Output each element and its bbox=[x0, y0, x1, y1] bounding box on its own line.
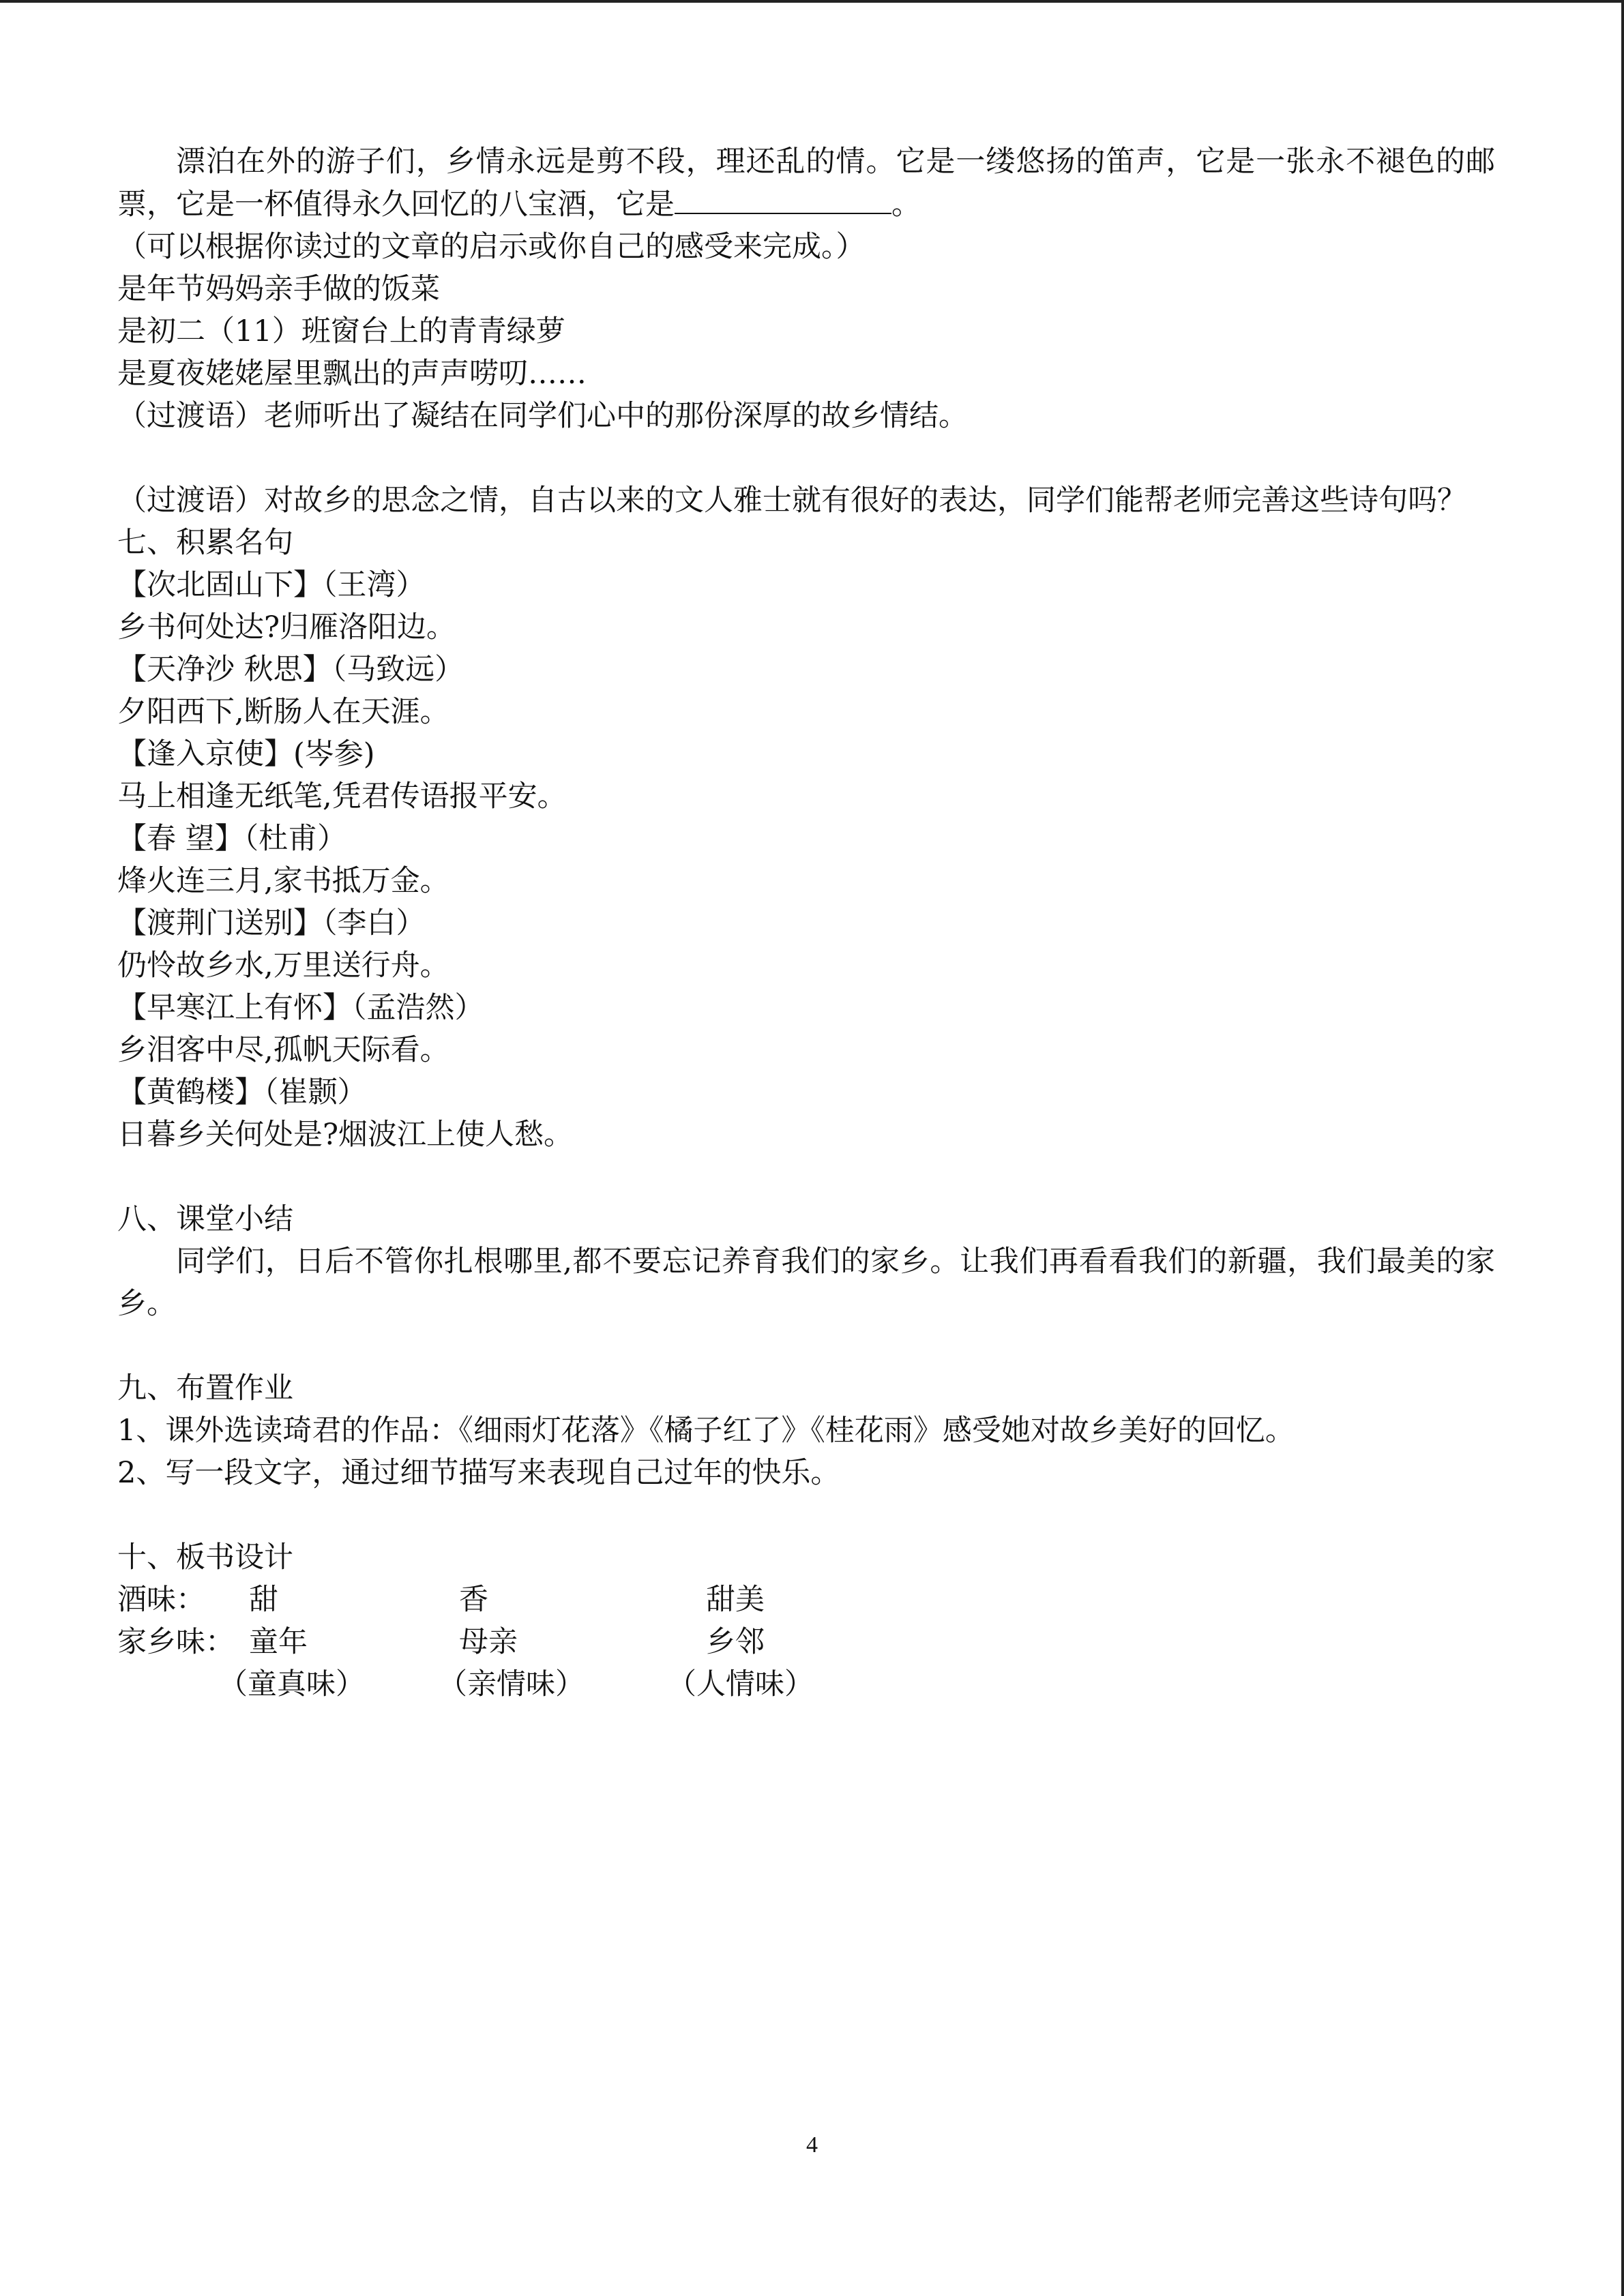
poem-line: 烽火连三月,家书抵万金。 bbox=[117, 864, 449, 898]
right-border bbox=[1621, 0, 1624, 2296]
section-heading: 十、板书设计 bbox=[117, 1540, 293, 1575]
poem-line: 日暮乡关何处是?烟波江上使人愁。 bbox=[117, 1118, 574, 1152]
poem-title: 【渡荆门送别】（李白） bbox=[117, 906, 426, 940]
board-row-flavors bbox=[117, 1663, 1495, 1705]
homework-item: 1、课外选读琦君的作品：《细雨灯花落》《橘子红了》《桂花雨》感受她对故乡美好的回忆。 bbox=[117, 1414, 1295, 1448]
section-heading: 九、布置作业 bbox=[117, 1371, 293, 1405]
homework-item: 2、写一段文字，通过细节描写来表现自己过年的快乐。 bbox=[117, 1456, 840, 1490]
poem-line: 仍怜故乡水,万里送行舟。 bbox=[117, 949, 449, 983]
answer-line: 是初二（11）班窗台上的青青绿萝 bbox=[117, 314, 565, 348]
intro-paragraph-end: 。 bbox=[891, 188, 921, 222]
page-number: 4 bbox=[806, 2132, 818, 2158]
poem-line: 乡泪客中尽,孤帆天际看。 bbox=[117, 1033, 449, 1067]
board-cell: （亲情味） bbox=[438, 1667, 585, 1701]
poem-line: 夕阳西下,断肠人在天涯。 bbox=[117, 695, 449, 729]
poem-line: 乡书何处达?归雁洛阳边。 bbox=[117, 610, 456, 644]
fill-in-blank bbox=[675, 183, 891, 214]
intro-paragraph-text: 漂泊在外的游子们，乡情永远是剪不段，理还乱的情。它是一缕悠扬的笛声，它是一张永不褪色的邮票，它是一杯值得永久回忆的八宝酒，它是 bbox=[117, 145, 1495, 222]
board-cell: 母亲 bbox=[459, 1625, 518, 1659]
spacer bbox=[117, 1494, 1495, 1536]
spacer bbox=[117, 437, 1495, 479]
section-heading: 八、课堂小结 bbox=[117, 1202, 293, 1236]
board-row-hometown bbox=[117, 1621, 1495, 1663]
poem-title: 【天净沙 秋思】（马致远） bbox=[117, 653, 464, 687]
board-cell: 乡邻 bbox=[706, 1625, 765, 1659]
section-heading: 七、积累名句 bbox=[117, 526, 293, 560]
board-cell: 童年 bbox=[249, 1625, 308, 1659]
board-label: 家乡味： bbox=[117, 1625, 235, 1659]
transition-line: （过渡语）老师听出了凝结在同学们心中的那份深厚的故乡情结。 bbox=[117, 399, 968, 433]
board-label: 酒味： bbox=[117, 1583, 205, 1617]
spacer bbox=[117, 1156, 1495, 1198]
board-cell: 甜 bbox=[249, 1583, 278, 1617]
summary-paragraph: 同学们，日后不管你扎根哪里,都不要忘记养育我们的家乡。让我们再看看我们的新疆，我们最美的家乡。 bbox=[117, 1244, 1495, 1321]
poem-title: 【黄鹤楼】（崔颢） bbox=[117, 1075, 367, 1109]
board-cell: （童真味） bbox=[218, 1667, 365, 1701]
answer-line: 是夏夜姥姥屋里飘出的声声唠叨…… bbox=[117, 357, 587, 391]
document-body bbox=[117, 140, 1495, 1705]
poem-title: 【早寒江上有怀】（孟浩然） bbox=[117, 991, 484, 1025]
board-cell: （人情味） bbox=[667, 1667, 814, 1701]
poem-title: 【次北固山下】（王湾） bbox=[117, 568, 426, 602]
top-border bbox=[0, 0, 1624, 3]
answer-line: 是年节妈妈亲手做的饭菜 bbox=[117, 272, 440, 306]
board-cell: 香 bbox=[459, 1583, 488, 1617]
board-row-wine bbox=[117, 1579, 1495, 1621]
poem-title: 【逢入京使】(岑参) bbox=[117, 737, 375, 771]
board-cell: 甜美 bbox=[706, 1583, 765, 1617]
intro-hint: （可以根据你读过的文章的启示或你自己的感受来完成。） bbox=[117, 230, 866, 264]
intro-paragraph bbox=[117, 140, 1495, 226]
poem-line: 马上相逢无纸笔,凭君传语报平安。 bbox=[117, 779, 567, 814]
poem-title: 【春 望】（杜甫） bbox=[117, 822, 347, 856]
spacer bbox=[117, 1325, 1495, 1367]
transition-line: （过渡语）对故乡的思念之情，自古以来的文人雅士就有很好的表达，同学们能帮老师完善这些诗句吗？ bbox=[117, 483, 1466, 518]
